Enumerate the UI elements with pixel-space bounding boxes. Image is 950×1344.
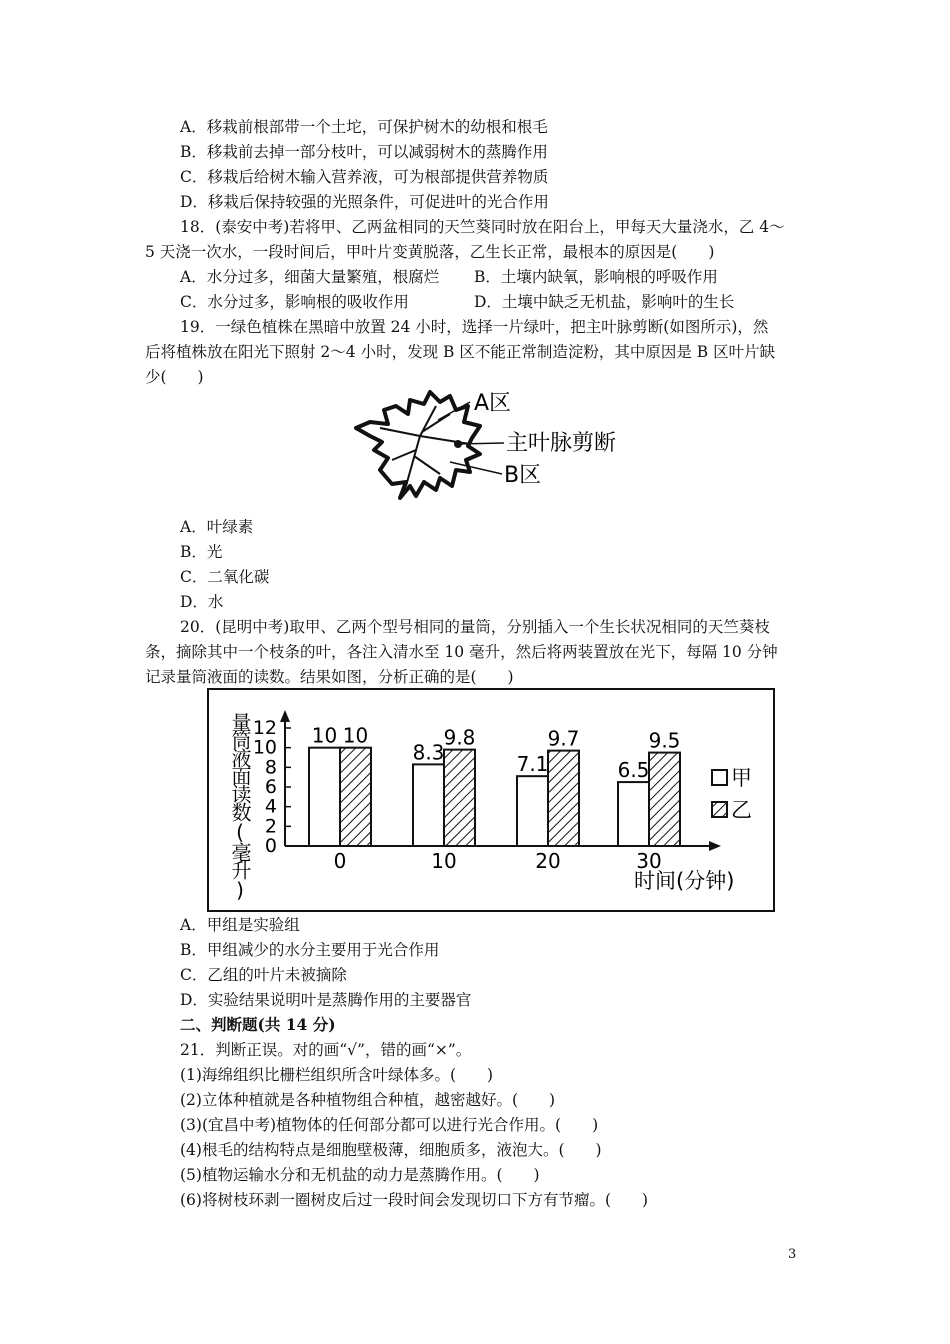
q17-option-c: C．移栽后给树木输入营养液，可为根部提供营养物质	[180, 168, 549, 186]
data-label-甲-30: 6.5	[617, 758, 650, 783]
q17-option-b: B．移栽前去掉一部分枝叶，可以减弱树木的蒸腾作用	[180, 143, 548, 161]
q21-item-4: (4)根毛的结构特点是细胞壁极薄，细胞质多，液泡大。( )	[180, 1141, 602, 1159]
bar-乙-30	[649, 753, 680, 846]
bar-甲-30	[618, 782, 649, 846]
q18-option-c: C．水分过多，影响根的吸收作用	[180, 293, 409, 311]
q18-option-a: A．水分过多，细菌大量繁殖，根腐烂	[180, 268, 440, 286]
bar-乙-20	[548, 751, 579, 846]
q19-stem-line1: 19．一绿色植株在黑暗中放置 24 小时，选择一片绿叶，把主叶脉剪断(如图所示)，然	[180, 318, 769, 336]
y-axis-label: 量筒液面读数(毫升)	[228, 712, 252, 900]
q21-item-1: (1)海绵组织比栅栏组织所含叶绿体多。( )	[180, 1066, 494, 1084]
y-tick-label: 10	[252, 736, 277, 759]
label-main-vein-cut: 主叶脉剪断	[506, 431, 617, 456]
q21-item-6: (6)将树枝环剥一圈树皮后过一段时间会发现切口下方有节瘤。( )	[180, 1191, 649, 1209]
q20-option-c: C．乙组的叶片未被摘除	[180, 966, 347, 984]
q20-option-a: A．甲组是实验组	[180, 916, 300, 934]
bar-甲-10	[413, 764, 444, 846]
x-tick-label: 20	[535, 849, 561, 873]
q17-option-a: A．移栽前根部带一个土坨，可保护树木的幼根和根毛	[180, 118, 548, 136]
q19-option-a: A．叶绿素	[180, 518, 254, 536]
legend-swatch-乙	[712, 802, 727, 817]
q18-option-d: D．土壤中缺乏无机盐，影响叶的生长	[474, 293, 735, 311]
q20-stem-line3: 记录量筒液面的读数。结果如图，分析正确的是( )	[145, 668, 514, 686]
q19-stem-line3: 少( )	[145, 368, 204, 386]
data-label-乙-10: 9.8	[443, 725, 476, 750]
data-label-甲-0: 10	[311, 723, 338, 748]
leaf-diagram	[340, 386, 650, 506]
x-tick-label: 10	[431, 849, 457, 873]
data-label-甲-10: 8.3	[412, 740, 445, 765]
section-2-heading: 二、判断题(共 14 分)	[180, 1015, 336, 1034]
x-tick-label: 30	[636, 849, 662, 873]
q18-option-b: B．土壤内缺氧，影响根的呼吸作用	[474, 268, 718, 286]
q21-intro: 21．判断正误。对的画“√”，错的画“×”。	[180, 1041, 472, 1059]
q21-item-2: (2)立体种植就是各种植物组合种植，越密越好。( )	[180, 1091, 556, 1109]
x-axis-label: 时间(分钟)	[634, 869, 735, 893]
bar-乙-10	[444, 750, 475, 846]
label-a-zone: A区	[474, 391, 512, 416]
y-tick-label: 0	[264, 835, 277, 857]
q21-item-3: (3)(宜昌中考)植物体的任何部分都可以进行光合作用。( )	[180, 1116, 599, 1134]
q19-stem-line2: 后将植株放在阳光下照射 2～4 小时，发现 B 区不能正常制造淀粉，其中原因是 B 区叶片缺	[145, 343, 776, 361]
y-tick-label: 8	[264, 756, 277, 779]
data-label-乙-30: 9.5	[648, 728, 681, 753]
q19-option-c: C．二氧化碳	[180, 568, 270, 586]
y-tick-label: 6	[264, 776, 277, 798]
legend-label-甲: 甲	[731, 766, 752, 790]
leader-cut	[458, 443, 504, 444]
legend-label-乙: 乙	[731, 798, 752, 822]
legend-swatch-甲	[712, 770, 727, 785]
y-tick-label: 4	[264, 795, 277, 818]
q20-stem-line1: 20．(昆明中考)取甲、乙两个型号相同的量筒，分别插入一个生长状况相同的天竺葵枝	[180, 618, 770, 636]
q21-item-5: (5)植物运输水分和无机盐的动力是蒸腾作用。( )	[180, 1166, 540, 1184]
bar-chart	[207, 688, 775, 912]
q20-stem-line2: 条，摘除其中一个枝条的叶，各注入清水至 10 毫升，然后将两装置放在光下，每隔 10 分钟	[145, 643, 778, 661]
x-tick-label: 0	[333, 849, 347, 873]
q20-option-d: D．实验结果说明叶是蒸腾作用的主要器官	[180, 991, 472, 1009]
data-label-乙-20: 9.7	[547, 726, 580, 751]
data-label-甲-20: 7.1	[516, 752, 549, 777]
q17-option-d: D．移栽后保持较强的光照条件，可促进叶的光合作用	[180, 193, 549, 211]
q19-option-d: D．水	[180, 593, 224, 611]
y-tick-label: 2	[264, 815, 277, 838]
bar-甲-0	[309, 748, 340, 846]
q18-stem-line2: 5 天浇一次水，一段时间后，甲叶片变黄脱落，乙生长正常，最根本的原因是( )	[145, 243, 715, 261]
page-number: 3	[788, 1247, 797, 1262]
label-b-zone: B区	[504, 463, 542, 488]
bar-甲-20	[517, 776, 548, 846]
q20-option-b: B．甲组减少的水分主要用于光合作用	[180, 941, 440, 959]
data-label-乙-0: 10	[342, 723, 369, 748]
bar-乙-0	[340, 748, 371, 846]
y-tick-label: 12	[252, 717, 277, 739]
q19-option-b: B．光	[180, 543, 223, 561]
q18-stem-line1: 18．(泰安中考)若将甲、乙两盆相同的天竺葵同时放在阳台上，甲每天大量浇水，乙 4～	[180, 218, 785, 236]
